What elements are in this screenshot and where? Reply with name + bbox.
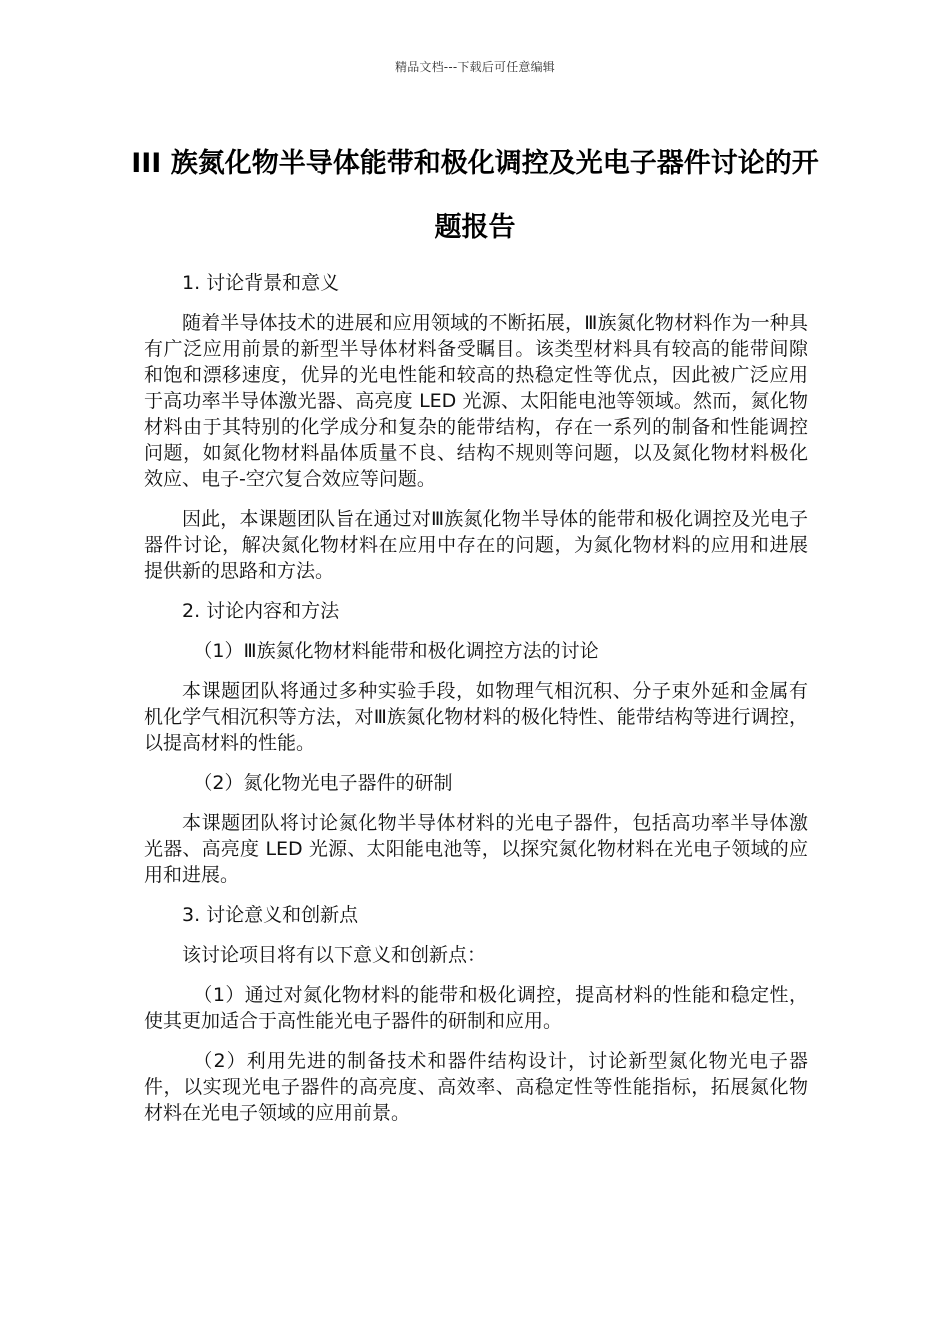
section-3-intro: 该讨论项目将有以下意义和创新点：	[182, 944, 487, 966]
section-2-paragraph-1: 本课题团队将通过多种实验手段，如物理气相沉积、分子束外延和金属有机化学气相沉积等方法，对Ⅲ族氮化物材料的极化特性、能带结构等进行调控，以提高材料的性能。	[144, 680, 808, 754]
section-2-paragraph-2: 本课题团队将讨论氮化物半导体材料的光电子器件，包括高功率半导体激光器、高亮度 LED 光源、太阳能电池等，以探究氮化物材料在光电子领域的应用和进展。	[144, 812, 808, 886]
section-2-subheading-1: （1）Ⅲ族氮化物材料能带和极化调控方法的讨论	[193, 640, 599, 662]
section-3-point-1: （1）通过对氮化物材料的能带和极化调控，提高材料的性能和稳定性，使其更加适合于高性能光电子器件的研制和应用。	[144, 984, 808, 1032]
section-3-heading: 3. 讨论意义和创新点	[182, 904, 359, 926]
header-note: 精品文档---下载后可任意编辑	[395, 60, 555, 74]
section-2-subheading-2: （2）氮化物光电子器件的研制	[193, 772, 453, 794]
document-body	[144, 270, 808, 1140]
section-1-paragraph-1: 随着半导体技术的进展和应用领域的不断拓展，Ⅲ族氮化物材料作为一种具有广泛应用前景的新型半导体材料备受瞩目。该类型材料具有较高的能带间隙和饱和漂移速度，优异的光电性能和较高的热稳定性等优点，因此被广泛应用于高功率半导体激光器、高亮度 LED 光源、太阳能电池等领域。然而，氮化物材料由于其特别的化学成分和复杂的能带结构，存在一系列的制备和性能调控问题，如氮化物材料晶体质量不良、结构不规则等问题，以及氮化物材料极化效应、电子-空穴复合效应等问题。	[144, 312, 808, 490]
section-3-point-2: （2）利用先进的制备技术和器件结构设计，讨论新型氮化物光电子器件，以实现光电子器件的高亮度、高效率、高稳定性等性能指标，拓展氮化物材料在光电子领域的应用前景。	[144, 1050, 808, 1124]
section-2-heading: 2. 讨论内容和方法	[182, 600, 340, 622]
section-1-paragraph-2: 因此，本课题团队旨在通过对Ⅲ族氮化物半导体的能带和极化调控及光电子器件讨论，解决氮化物材料在应用中存在的问题，为氮化物材料的应用和进展提供新的思路和方法。	[144, 508, 808, 582]
section-1-heading: 1. 讨论背景和意义	[182, 272, 340, 294]
page-title: III 族氮化物半导体能带和极化调控及光电子器件讨论的开题报告	[131, 148, 819, 243]
